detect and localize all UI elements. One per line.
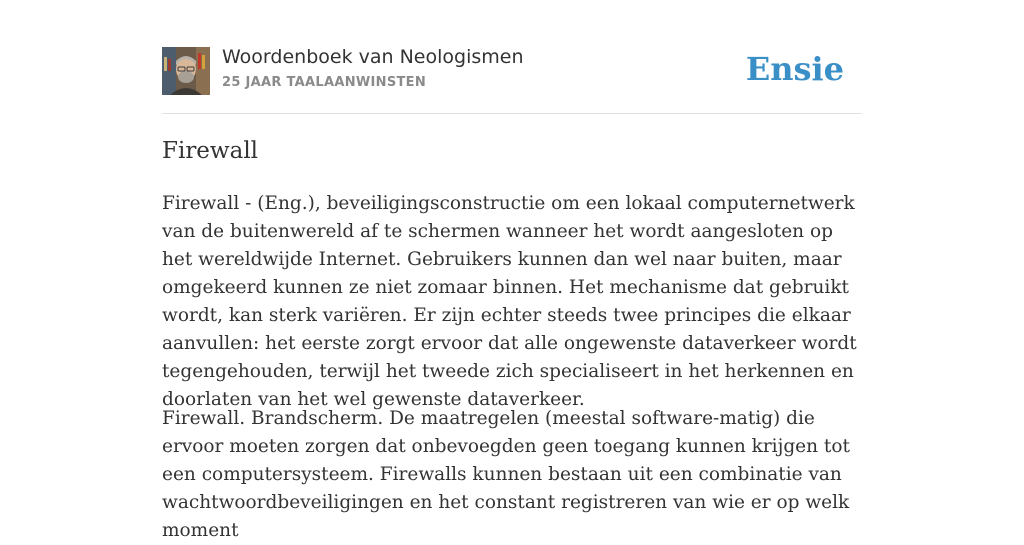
entry-title: Firewall — [162, 138, 259, 164]
header-divider — [162, 113, 862, 114]
definition-text: Firewall - (Eng.), beveiligingsconstructie om een lokaal computernetwerk van de buitenwereld af te schermen wanneer het wordt aangesloten op het wereldwijde Internet. Gebruikers kunnen dan wel naar buiten, maar omgekeerd kunnen ze niet zomaar binnen. Het mechanisme dat gebruikt wordt, kan sterk variëren. Er zijn echter steeds twee principes die elkaar aanvullen: het eerste zorgt ervoor dat alle ongewenste dataverkeer wordt tegengehouden, terwijl het tweede zich specialiseert in het herkennen en doorlaten van het wel gewenste dataverkeer. — [162, 193, 857, 410]
source-subtitle: 25 JAAR TAALAANWINSTEN — [222, 75, 427, 90]
source-title[interactable]: Woordenboek van Neologismen — [222, 46, 524, 68]
source-header — [162, 46, 862, 96]
definition-text: Firewall. Brandscherm. De maatregelen (meestal software-matig) die ervoor moeten zorgen dat onbevoegden geen toegang kunnen krijgen tot een computersysteem. Firewalls kunnen bestaan uit een combinatie van wachtwoordbeveiligingen en het constant registreren van wie er op welk moment — [162, 408, 850, 541]
ensie-logo[interactable]: Ensie — [745, 50, 844, 88]
author-portrait-icon[interactable] — [162, 47, 210, 95]
